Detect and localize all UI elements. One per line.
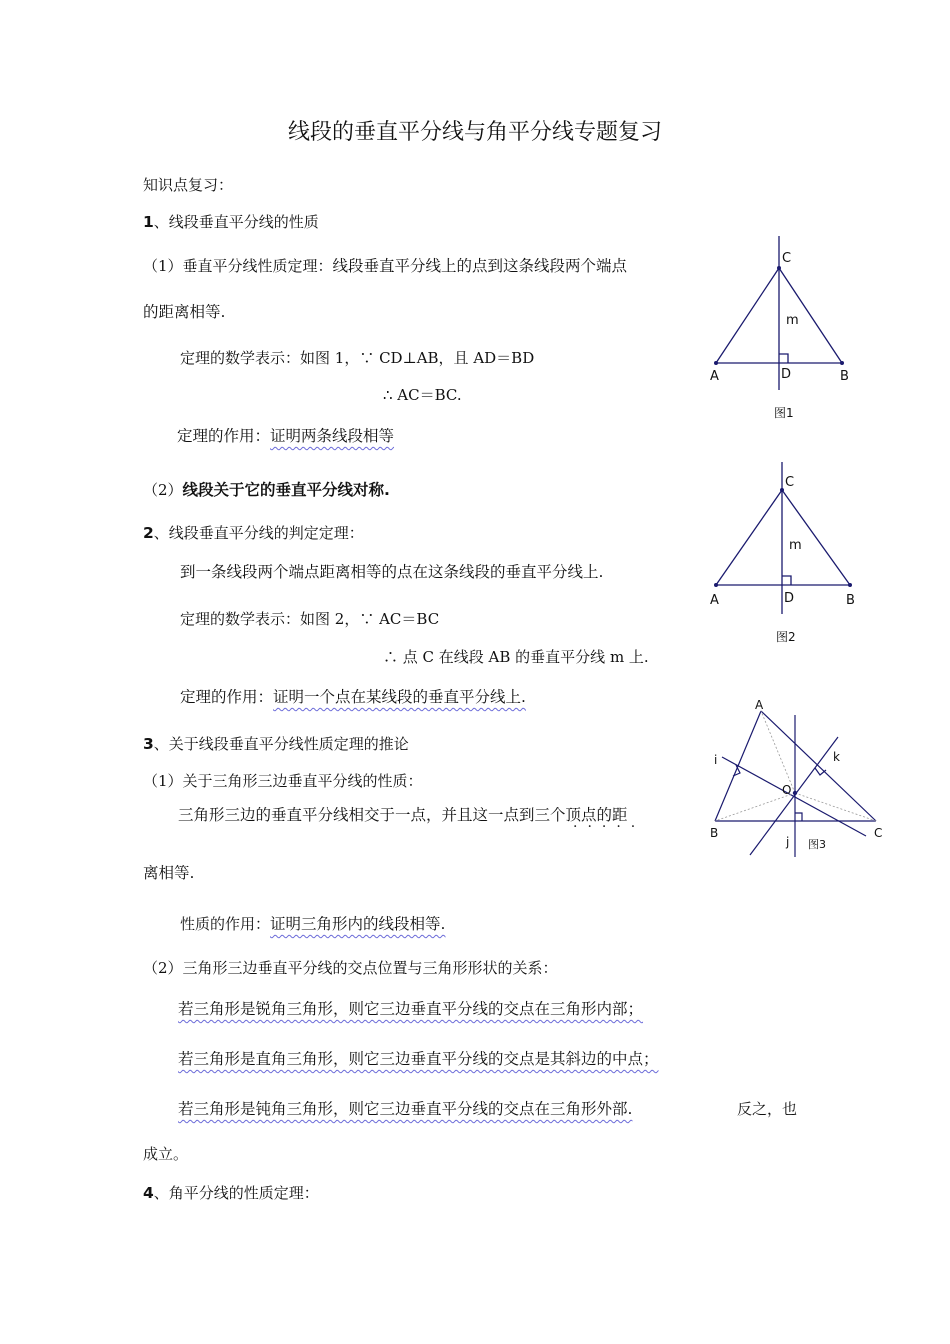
fig3-label-a: A xyxy=(755,698,764,712)
section-4-heading xyxy=(143,1183,319,1203)
figure-1-caption: 图1 xyxy=(774,406,794,420)
section-3-converse-b: 成立。 xyxy=(143,1145,189,1163)
section-4-title: 、角平分线的性质定理： xyxy=(153,1184,319,1202)
fig2-point-a xyxy=(714,583,718,587)
fig3-label-o: O xyxy=(782,783,792,797)
section-1-use xyxy=(177,426,394,446)
section-1-math-line1: 定理的数学表示：如图 1，∵ CD⊥AB，且 AD＝BD xyxy=(180,349,535,367)
fig1-label-b: B xyxy=(840,369,849,384)
section-3-p2: （2）三角形三边垂直平分线的交点位置与三角形形状的关系： xyxy=(143,959,558,977)
section-2-math-line1: 定理的数学表示：如图 2，∵ AC＝BC xyxy=(180,610,440,628)
section-1-theorem-b: 的距离相等. xyxy=(143,303,226,321)
section-1-heading xyxy=(143,212,319,232)
section-3-converse-a: 反之，也 xyxy=(737,1100,798,1118)
section-2-use-text: 证明一个点在某线段的垂直平分线上. xyxy=(273,688,526,706)
fig2-point-b xyxy=(848,583,852,587)
fig1-point-a xyxy=(714,361,718,365)
section-1-theorem-a: 线段垂直平分线上的点到这条线段两个端点 xyxy=(332,257,628,275)
figure-2 xyxy=(700,458,870,618)
fig3-segment-oc xyxy=(795,793,876,821)
section-3-title: 、关于线段垂直平分线性质定理的推论 xyxy=(153,735,409,753)
fig3-right-angle-k xyxy=(815,768,826,775)
section-3-p1-text-b: 离相等. xyxy=(143,864,195,882)
section-3-use-label: 性质的作用： xyxy=(180,915,271,933)
figure-3 xyxy=(700,695,890,860)
fig2-label-a: A xyxy=(710,593,719,608)
section-2-use-label: 定理的作用： xyxy=(180,688,274,706)
figure-1 xyxy=(700,232,870,392)
fig2-segment-ac xyxy=(716,490,782,585)
section-3-p1: （1）关于三角形三边垂直平分线的性质： xyxy=(143,772,423,790)
section-2-theorem: 到一条线段两个端点距离相等的点在这条线段的垂直平分线上. xyxy=(180,563,604,581)
fig3-label-c: C xyxy=(874,826,883,840)
emphasis-dots: ····· xyxy=(573,819,646,835)
fig3-segment-ob xyxy=(715,793,795,821)
fig2-label-b: B xyxy=(846,593,855,608)
section-1-number: 1 xyxy=(143,213,154,231)
section-2-heading xyxy=(143,523,364,543)
section-1-p2-text: 线段关于它的垂直平分线对称. xyxy=(182,481,390,499)
section-1-math-line2: ∴ AC＝BC. xyxy=(383,386,462,404)
fig1-point-c xyxy=(777,266,781,270)
section-1-use-text: 证明两条线段相等 xyxy=(270,427,395,445)
fig1-label-d: D xyxy=(781,367,792,382)
fig3-point-o xyxy=(793,791,797,795)
section-3-use xyxy=(180,914,445,934)
section-3-p1-text-a: 三角形三边的垂直平分线相交于一点，并且这一点到三个顶点的距 xyxy=(178,806,628,824)
section-1-theorem-line xyxy=(143,256,627,276)
fig2-label-c: C xyxy=(785,475,795,490)
section-2-math-line2: ∴ 点 C 在线段 AB 的垂直平分线 m 上. xyxy=(383,648,649,666)
fig2-label-d: D xyxy=(784,591,795,606)
intro-label: 知识点复习： xyxy=(143,176,234,194)
fig2-label-m: m xyxy=(789,538,802,553)
section-3-use-text: 证明三角形内的线段相等. xyxy=(270,915,446,933)
figure-2-caption: 图2 xyxy=(776,630,796,644)
section-2-title: 、线段垂直平分线的判定定理： xyxy=(153,524,364,542)
fig3-right-angle-j xyxy=(795,813,802,821)
fig1-point-b xyxy=(840,361,844,365)
fig1-segment-ac xyxy=(716,268,779,363)
section-3-case1: 若三角形是锐角三角形，则它三边垂直平分线的交点在三角形内部； xyxy=(178,1000,644,1018)
section-3-case2: 若三角形是直角三角形，则它三边垂直平分线的交点是其斜边的中点； xyxy=(178,1050,659,1068)
figure-3-caption: 图3 xyxy=(808,838,826,851)
fig2-point-c xyxy=(780,488,784,492)
section-3-case3: 若三角形是钝角三角形，则它三边垂直平分线的交点在三角形外部. xyxy=(178,1100,633,1118)
section-2-use xyxy=(180,687,526,707)
section-4-number: 4 xyxy=(143,1184,154,1202)
fig1-label-a: A xyxy=(710,369,719,384)
fig3-label-k: k xyxy=(833,750,840,764)
fig3-segment-ac xyxy=(761,711,876,821)
fig1-right-angle-mark xyxy=(779,354,788,363)
fig1-label-m: m xyxy=(786,313,799,328)
section-3-number: 3 xyxy=(143,735,154,753)
page-title: 线段的垂直平分线与角平分线专题复习 xyxy=(287,120,662,145)
fig3-label-b: B xyxy=(710,826,719,840)
section-2-number: 2 xyxy=(143,524,154,542)
section-1-p2-prefix: （2） xyxy=(143,481,183,499)
section-1-use-label: 定理的作用： xyxy=(177,427,271,445)
fig3-label-j: j xyxy=(786,835,790,849)
fig3-label-i: i xyxy=(714,753,718,767)
section-1-p1-prefix: （1）垂直平分线性质定理： xyxy=(143,257,333,275)
section-1-title: 、线段垂直平分线的性质 xyxy=(153,213,319,231)
section-1-p2 xyxy=(143,480,390,500)
section-3-heading xyxy=(143,734,409,754)
fig2-right-angle-mark xyxy=(782,576,791,585)
fig1-label-c: C xyxy=(782,251,792,266)
